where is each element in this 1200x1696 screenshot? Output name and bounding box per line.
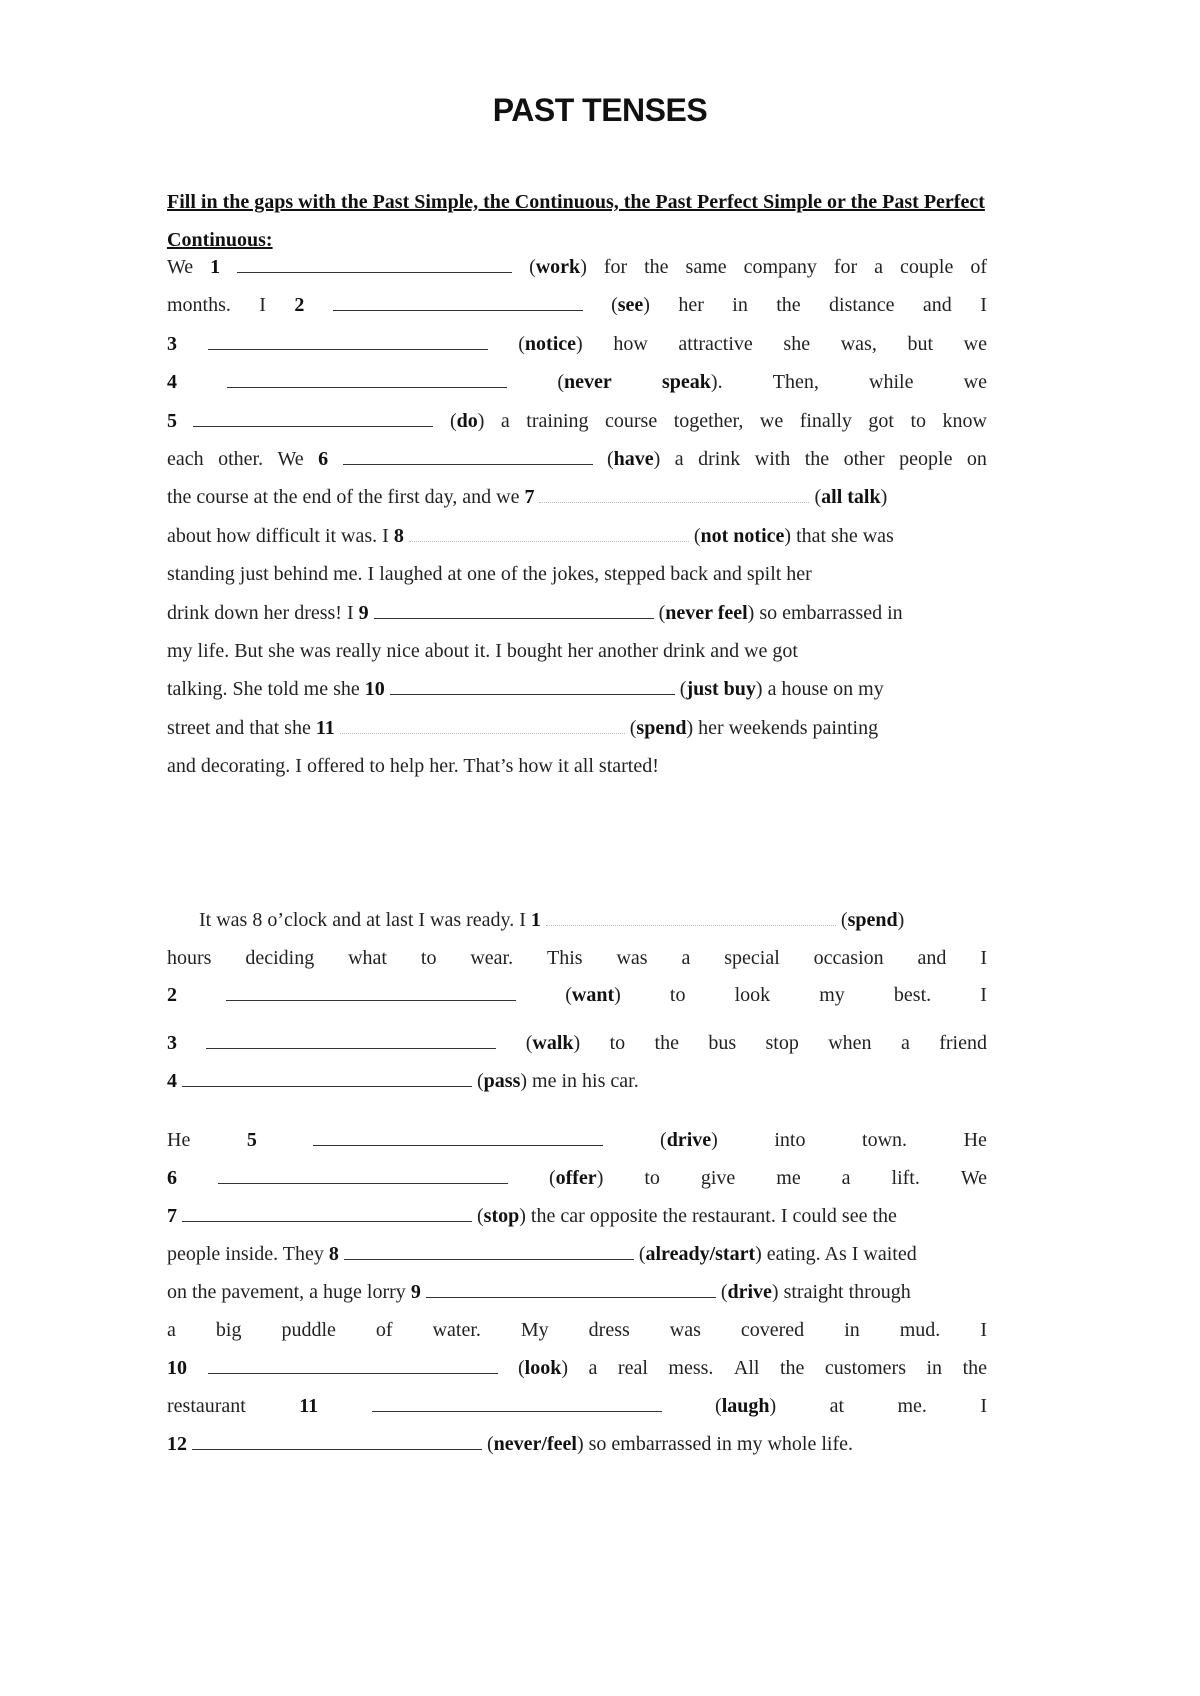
word: drink down her dress! I xyxy=(167,602,354,624)
answer-blank[interactable] xyxy=(192,1429,482,1450)
word: a xyxy=(874,256,884,278)
word: my xyxy=(819,984,845,1006)
word: mud. xyxy=(899,1319,941,1341)
verb-text: look xyxy=(524,1357,562,1379)
word: bus xyxy=(708,1032,737,1054)
verb-prompt: (offer) xyxy=(548,1167,604,1189)
word: her xyxy=(678,294,704,316)
text-line xyxy=(167,252,987,282)
word: look xyxy=(734,984,771,1006)
gap-number: 2 xyxy=(294,294,305,316)
gap-number: 7 xyxy=(167,1205,177,1227)
word: the xyxy=(804,448,830,470)
verb-prompt: (drive) xyxy=(720,1281,779,1303)
verb-prompt: (stop) xyxy=(477,1205,526,1227)
word: so embarrassed in xyxy=(759,602,903,624)
word: I xyxy=(980,947,987,969)
word: drink xyxy=(698,448,741,470)
text-line xyxy=(167,1201,987,1231)
word: while xyxy=(869,371,914,393)
word: months. xyxy=(167,294,231,316)
word: on xyxy=(966,448,987,470)
word: people inside. They xyxy=(167,1243,324,1265)
word: other xyxy=(843,448,885,470)
verb-prompt: (laugh) xyxy=(715,1395,777,1417)
word: a xyxy=(500,410,510,432)
verb-text: never xyxy=(564,371,612,393)
word: give xyxy=(700,1167,736,1189)
gap-number: 5 xyxy=(246,1129,257,1151)
answer-blank[interactable] xyxy=(333,290,583,311)
verb-text: never feel xyxy=(665,602,748,624)
word: company xyxy=(743,256,817,278)
word: was, xyxy=(840,333,877,355)
word: We xyxy=(167,256,194,278)
word: the xyxy=(779,1357,805,1379)
word: the xyxy=(776,294,801,316)
gap-number: 12 xyxy=(167,1433,187,1455)
answer-blank[interactable] xyxy=(374,598,654,619)
word: each xyxy=(167,448,204,470)
text-line xyxy=(167,980,987,1010)
word: training xyxy=(526,410,589,432)
gap-number: 6 xyxy=(167,1167,177,1189)
word: puddle xyxy=(281,1319,336,1341)
verb-prompt: (want) xyxy=(565,984,621,1006)
text-line xyxy=(167,636,987,666)
word: to xyxy=(910,410,927,432)
word: Then, xyxy=(772,371,819,393)
text-line xyxy=(167,713,987,743)
answer-blank[interactable] xyxy=(208,329,488,350)
word: same xyxy=(685,256,727,278)
verb-prompt: (drive) xyxy=(660,1129,718,1151)
text-line xyxy=(167,1353,987,1383)
word: and decorating. I offered to help her. That’s how it all started! xyxy=(167,755,659,777)
word: My xyxy=(520,1319,549,1341)
verb-prompt: speak). xyxy=(662,371,723,393)
answer-blank[interactable] xyxy=(409,521,689,542)
word: so embarrassed in my whole life. xyxy=(588,1433,853,1455)
word: course xyxy=(605,410,658,432)
word: for xyxy=(603,256,628,278)
verb-prompt: (look) xyxy=(518,1357,569,1379)
word: stop xyxy=(765,1032,799,1054)
verb-prompt: (spend) xyxy=(629,717,694,739)
word: to xyxy=(669,984,686,1006)
answer-blank[interactable] xyxy=(206,1028,496,1049)
answer-blank[interactable] xyxy=(226,980,516,1001)
word: we xyxy=(759,410,784,432)
text-line xyxy=(167,1429,987,1459)
gap-number: 4 xyxy=(167,1070,177,1092)
gap-number: 9 xyxy=(410,1281,421,1303)
word: dress xyxy=(588,1319,630,1341)
verb-prompt: (all talk) xyxy=(814,486,888,508)
gap-number: 1 xyxy=(210,256,221,278)
verb-text: spend xyxy=(636,717,687,739)
gap-number: 3 xyxy=(167,333,177,355)
word: to xyxy=(420,947,437,969)
word: restaurant xyxy=(167,1395,246,1417)
word: me. xyxy=(897,1395,927,1417)
word: It was 8 o’clock and at last I was ready. I xyxy=(199,909,526,931)
answer-blank[interactable] xyxy=(426,1277,716,1298)
word: wear. xyxy=(470,947,514,969)
verb-prompt: (just buy) xyxy=(679,678,763,700)
text-line xyxy=(167,290,987,320)
gap-number: 1 xyxy=(530,909,541,931)
word: real xyxy=(617,1357,648,1379)
word: her weekends painting xyxy=(698,717,879,739)
verb-prompt: (spend) xyxy=(840,909,905,931)
word: was xyxy=(669,1319,701,1341)
word: of xyxy=(970,256,987,278)
answer-blank[interactable] xyxy=(340,713,625,734)
text-line xyxy=(167,482,987,512)
word: the xyxy=(962,1357,987,1379)
word: eating. As I waited xyxy=(766,1243,917,1265)
page-title: PAST TENSES xyxy=(492,92,708,128)
word: a xyxy=(681,947,691,969)
word: we xyxy=(963,371,987,393)
gap-number: 10 xyxy=(364,678,385,700)
verb-prompt: (work) xyxy=(529,256,587,278)
answer-blank[interactable] xyxy=(313,1125,603,1146)
word: the course at the end of the first day, and we xyxy=(167,486,520,508)
word: water. xyxy=(432,1319,481,1341)
word: I xyxy=(259,294,266,316)
word: I xyxy=(980,1319,987,1341)
text-line xyxy=(167,444,987,474)
answer-blank[interactable] xyxy=(237,252,512,273)
verb-text: have xyxy=(613,448,654,470)
word: a xyxy=(900,1032,910,1054)
verb-prompt: (notice) xyxy=(518,333,583,355)
word: best. xyxy=(893,984,932,1006)
answer-blank[interactable] xyxy=(182,1066,472,1087)
word: to xyxy=(609,1032,626,1054)
word: finally xyxy=(799,410,852,432)
word: the xyxy=(644,256,669,278)
verb-text: stop xyxy=(483,1205,520,1227)
verb-prompt: (not notice) xyxy=(693,525,792,547)
word: I xyxy=(980,294,987,316)
text-line xyxy=(167,598,987,628)
verb-text: all talk xyxy=(821,486,881,508)
answer-blank[interactable] xyxy=(344,1239,634,1260)
answer-blank[interactable] xyxy=(218,1163,508,1184)
verb-prompt: (never feel) xyxy=(658,602,755,624)
word: a xyxy=(841,1167,851,1189)
verb-text: work xyxy=(535,256,581,278)
word: on the pavement, a huge lorry xyxy=(167,1281,406,1303)
verb-text: drive xyxy=(727,1281,772,1303)
gap-number: 3 xyxy=(167,1032,177,1054)
verb-text: see xyxy=(617,294,644,316)
verb-prompt: (never xyxy=(557,371,612,393)
word: lift. xyxy=(891,1167,920,1189)
answer-blank[interactable] xyxy=(539,482,809,503)
word: friend xyxy=(939,1032,987,1054)
verb-text: already/start xyxy=(645,1243,756,1265)
verb-text: spend xyxy=(847,909,898,931)
word: got xyxy=(868,410,894,432)
word: mess. xyxy=(668,1357,714,1379)
answer-blank[interactable] xyxy=(182,1201,472,1222)
gap-number: 11 xyxy=(299,1395,319,1417)
word: big xyxy=(215,1319,242,1341)
verb-text: never/feel xyxy=(493,1433,577,1455)
word: street and that she xyxy=(167,717,311,739)
text-line xyxy=(199,905,987,935)
word: attractive xyxy=(678,333,753,355)
text-line xyxy=(167,1391,987,1421)
gap-number: 8 xyxy=(393,525,404,547)
word: for xyxy=(833,256,858,278)
word: but xyxy=(907,333,934,355)
word: about how difficult it was. I xyxy=(167,525,389,547)
word: He xyxy=(963,1129,987,1151)
instructions: Fill in the gaps with the Past Simple, the Continuous, the Past Perfect Simple or the Past Perfect Continuous: xyxy=(167,191,985,251)
word: town. xyxy=(862,1129,908,1151)
word: occasion xyxy=(813,947,884,969)
word: together, xyxy=(673,410,744,432)
word: of xyxy=(375,1319,393,1341)
word: was xyxy=(616,947,648,969)
word: what xyxy=(348,947,387,969)
verb-text: notice xyxy=(524,333,577,355)
verb-text: offer xyxy=(555,1167,597,1189)
word: hours xyxy=(167,947,212,969)
text-line xyxy=(167,943,987,973)
word: deciding xyxy=(245,947,315,969)
word: to xyxy=(644,1167,660,1189)
word: the xyxy=(654,1032,679,1054)
text-line xyxy=(167,1239,987,1269)
word: covered xyxy=(740,1319,805,1341)
word: and xyxy=(917,947,947,969)
text-line xyxy=(167,1125,987,1155)
word: a xyxy=(674,448,684,470)
gap-number: 9 xyxy=(358,602,369,624)
word: that she was xyxy=(796,525,894,547)
verb-text: pass xyxy=(483,1070,521,1092)
verb-prompt: (walk) xyxy=(525,1032,581,1054)
verb-prompt: (pass) xyxy=(477,1070,528,1092)
text-line xyxy=(167,751,987,781)
word: special xyxy=(724,947,780,969)
word: in xyxy=(844,1319,860,1341)
text-line xyxy=(167,559,987,589)
word: me in his car. xyxy=(532,1070,639,1092)
word: couple xyxy=(900,256,954,278)
text-line xyxy=(167,367,987,397)
word: talking. She told me she xyxy=(167,678,360,700)
gap-number: 11 xyxy=(315,717,335,739)
verb-text: drive xyxy=(666,1129,712,1151)
verb-prompt: (do) xyxy=(449,410,485,432)
word: me xyxy=(776,1167,801,1189)
text-line xyxy=(167,1163,987,1193)
answer-blank[interactable] xyxy=(193,406,433,427)
text-line xyxy=(167,1315,987,1345)
word: into xyxy=(774,1129,806,1151)
gap-number: 8 xyxy=(328,1243,339,1265)
word: straight through xyxy=(783,1281,911,1303)
verb-text: not notice xyxy=(700,525,785,547)
gap-number: 6 xyxy=(318,448,329,470)
word: a house on my xyxy=(767,678,884,700)
word: in xyxy=(926,1357,943,1379)
verb-text: just buy xyxy=(686,678,756,700)
word: people xyxy=(899,448,953,470)
verb-prompt: (have) xyxy=(606,448,661,470)
text-line xyxy=(167,329,987,359)
verb-text: walk xyxy=(532,1032,574,1054)
word: in xyxy=(732,294,748,316)
word: standing just behind me. I laughed at one of the jokes, stepped back and spilt her xyxy=(167,563,812,585)
verb-text: laugh xyxy=(721,1395,770,1417)
word: a xyxy=(167,1319,176,1341)
text-line xyxy=(167,1028,987,1058)
word: I xyxy=(980,984,987,1006)
word: my life. But she was really nice about it. I bought her another drink and we got xyxy=(167,640,798,662)
word: We xyxy=(960,1167,987,1189)
gap-number: 5 xyxy=(167,410,177,432)
text-line xyxy=(167,1277,987,1307)
word: know xyxy=(942,410,987,432)
text-line xyxy=(167,1066,987,1096)
word: at xyxy=(829,1395,845,1417)
answer-blank[interactable] xyxy=(390,674,675,695)
answer-blank[interactable] xyxy=(546,905,836,926)
word: we xyxy=(963,333,987,355)
gap-number: 7 xyxy=(524,486,535,508)
word: We xyxy=(277,448,304,470)
word: other. xyxy=(218,448,264,470)
verb-prompt: (already/start) xyxy=(638,1243,762,1265)
word: distance xyxy=(829,294,895,316)
verb-text: do xyxy=(456,410,478,432)
word: how xyxy=(613,333,648,355)
word: customers xyxy=(824,1357,906,1379)
word: This xyxy=(547,947,583,969)
word: He xyxy=(167,1129,191,1151)
word: All xyxy=(733,1357,760,1379)
text-line xyxy=(167,521,987,551)
word: the car opposite the restaurant. I could see the xyxy=(530,1205,897,1227)
text-line xyxy=(167,406,987,436)
gap-number: 4 xyxy=(167,371,177,393)
word: with xyxy=(754,448,791,470)
gap-number: 2 xyxy=(167,984,177,1006)
verb-text: speak xyxy=(662,371,711,393)
verb-prompt: (see) xyxy=(611,294,650,316)
word: a xyxy=(588,1357,598,1379)
answer-blank[interactable] xyxy=(343,444,593,465)
word: I xyxy=(980,1395,987,1417)
verb-prompt: (never/feel) xyxy=(487,1433,584,1455)
gap-number: 10 xyxy=(167,1357,187,1379)
verb-text: want xyxy=(571,984,615,1006)
word: she xyxy=(783,333,811,355)
answer-blank[interactable] xyxy=(372,1391,662,1412)
answer-blank[interactable] xyxy=(227,367,507,388)
text-line xyxy=(167,674,987,704)
answer-blank[interactable] xyxy=(208,1353,498,1374)
word: when xyxy=(828,1032,872,1054)
word: and xyxy=(922,294,952,316)
